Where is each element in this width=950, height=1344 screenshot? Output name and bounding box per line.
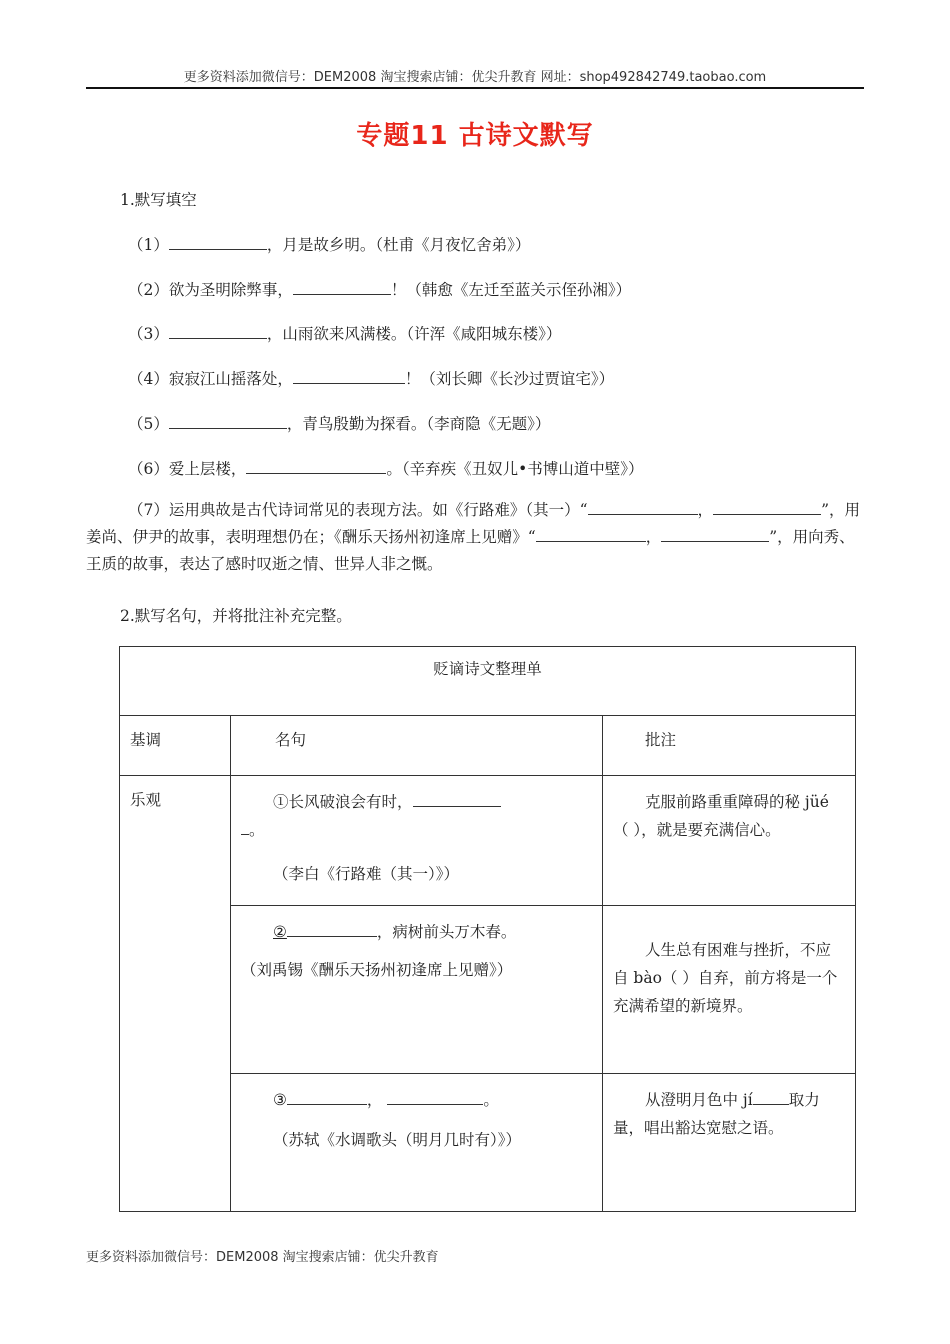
q1-item-3	[128, 322, 561, 344]
header-tone: 基调	[120, 716, 231, 776]
q1-heading: 1.默写填空	[120, 191, 197, 209]
item-number: （4）	[128, 370, 169, 388]
q2-heading: 2.默写名句，并将批注补充完整。	[120, 607, 352, 625]
item-number: （6）	[128, 460, 169, 478]
item-text: ！（韩愈《左迁至蓝关示侄孙湘》）	[390, 281, 632, 299]
answer-blank[interactable]	[287, 1088, 367, 1105]
note-cell-3: 从澄明月色中 jí 取力量，唱出豁达宽慰之语。	[603, 1074, 856, 1212]
note-cell-2: 人生总有困难与挫折，不应自 bào（ ）自弃，前方将是一个充满希望的新境界。	[603, 906, 856, 1074]
item-text: 。（辛弃疾《丑奴儿•书博山道中壁》）	[386, 460, 644, 478]
answer-blank[interactable]	[413, 790, 501, 807]
item-text: ，月是故乡明。（杜甫《月夜忆舍弟》）	[266, 236, 531, 254]
item-number: （1）	[128, 236, 169, 254]
quote-source: （李白《行路难（其一）》）	[273, 865, 460, 883]
answer-blank[interactable]	[169, 412, 287, 429]
item-text: ，山雨欲来风满楼。（许浑《咸阳城东楼》）	[266, 325, 562, 343]
header-divider	[86, 87, 864, 89]
answer-blank[interactable]	[287, 920, 377, 937]
exile-poetry-table	[119, 646, 856, 1212]
answer-blank[interactable]	[241, 818, 249, 835]
answer-blank[interactable]	[713, 498, 821, 515]
answer-blank[interactable]	[293, 367, 405, 384]
item-text: 欲为圣明除弊事，	[168, 281, 293, 299]
header-quote: 名句	[231, 716, 603, 776]
quote-cell-2: ② ，病树前头万木春。 （刘禹锡《酬乐天扬州初逢席上见赠》）	[231, 906, 603, 1074]
q1-item-4	[128, 367, 614, 389]
quote-source: （刘禹锡《酬乐天扬州初逢席上见赠》）	[241, 961, 513, 979]
quote-source: （苏轼《水调歌头（明月几时有）》）	[273, 1131, 522, 1149]
answer-blank[interactable]	[536, 525, 646, 542]
q1-item-6	[128, 457, 644, 479]
answer-blank[interactable]	[169, 322, 267, 339]
item-text: 寂寂江山摇落处，	[168, 370, 293, 388]
q1-item-7: （7）运用典故是古代诗词常见的表现方法。如《行路难》（其一）“ ， ”，用姜尚、伊尹的故事，表明理想仍在；《酬乐天扬州初逢席上见赠》“ ， ”，用向秀、王质的故事，表达了感时叹逝之情、世异人非之慨。	[86, 497, 864, 578]
page-footer: 更多资料添加微信号：DEM2008 淘宝搜索店铺：优尖升教育	[86, 1250, 439, 1265]
item-text: ，青鸟殷勤为探看。（李商隐《无题》）	[286, 415, 551, 433]
item-text: ！（刘长卿《长沙过贾谊宅》）	[404, 370, 615, 388]
q1-item-2	[128, 278, 631, 300]
answer-blank[interactable]	[588, 498, 698, 515]
header-note: 批注	[603, 716, 856, 776]
item-number: （3）	[128, 325, 169, 343]
quote-cell-1: ①长风破浪会有时， 。 （李白《行路难（其一）》）	[231, 776, 603, 906]
q1-item-5	[128, 412, 550, 434]
answer-blank[interactable]	[246, 457, 386, 474]
answer-blank[interactable]	[661, 525, 769, 542]
tone-cell: 乐观	[120, 776, 231, 1212]
page-title: 专题11 古诗文默写	[356, 121, 594, 151]
answer-blank[interactable]	[387, 1088, 483, 1105]
table-title: 贬谪诗文整理单	[120, 647, 856, 716]
page-header: 更多资料添加微信号：DEM2008 淘宝搜索店铺：优尖升教育 网址：shop492842749.taobao.com	[183, 70, 767, 85]
item-number: （2）	[128, 281, 169, 299]
answer-blank[interactable]	[293, 278, 391, 295]
item-number: （5）	[128, 415, 169, 433]
answer-blank[interactable]	[753, 1088, 789, 1105]
answer-blank[interactable]	[169, 233, 267, 250]
item-text: 爱上层楼，	[168, 460, 247, 478]
quote-cell-3: ③ ， 。 （苏轼《水调歌头（明月几时有）》）	[231, 1074, 603, 1212]
note-cell-1: 克服前路重重障碍的秘 jüé （ ），就是要充满信心。	[603, 776, 856, 906]
q1-item-1	[128, 233, 530, 255]
